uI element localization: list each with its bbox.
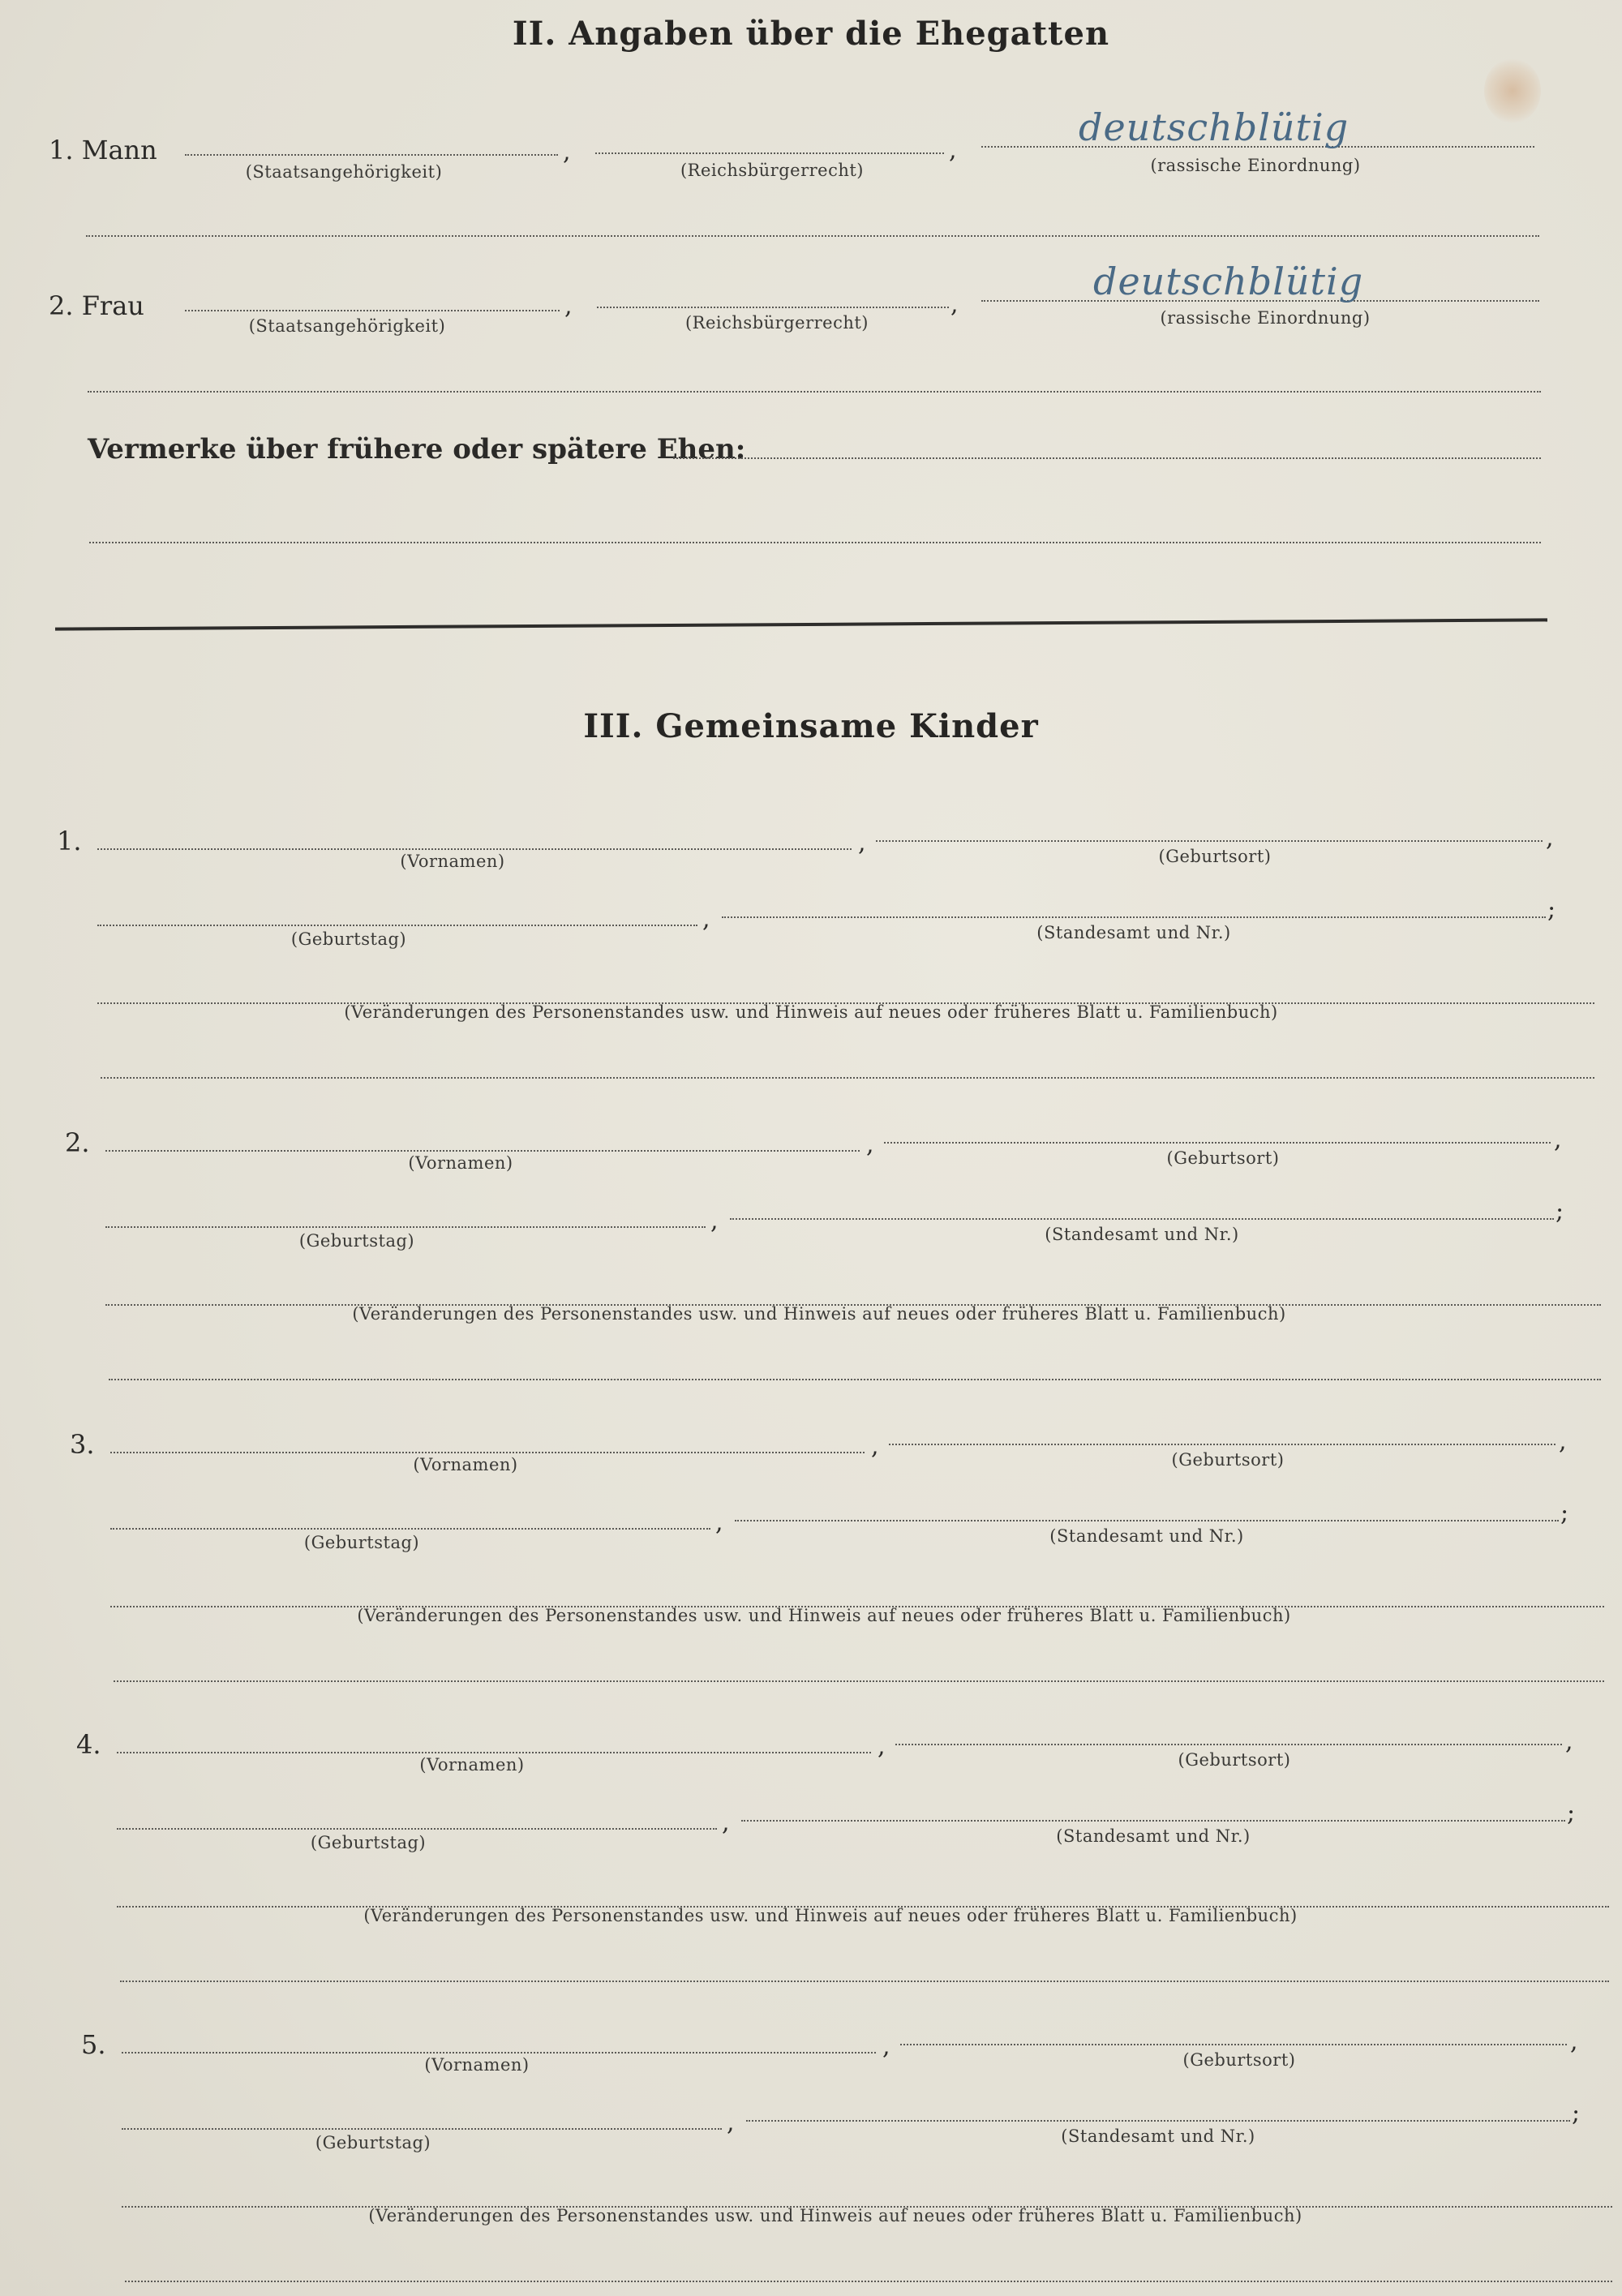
geburtstag-line[interactable] xyxy=(97,925,697,926)
extra-line[interactable] xyxy=(114,1680,1604,1682)
child-number: 1. xyxy=(57,826,82,856)
vornamen-line[interactable] xyxy=(122,2052,876,2054)
frau-reichs-line[interactable] xyxy=(597,307,949,308)
child-number: 4. xyxy=(76,1729,101,1760)
geburtsort-line[interactable] xyxy=(876,840,1543,842)
comma: , xyxy=(949,136,957,165)
veraenderungen-caption: (Veränderungen des Personenstandes usw. und Hinweis auf neues oder früheres Blatt u. Familienbuch) xyxy=(344,1002,1278,1022)
comma: , xyxy=(1546,824,1554,852)
frau-reichs-caption: (Reichsbürgerrecht) xyxy=(684,313,869,333)
mann-rassisch-caption: (rassische Einordnung) xyxy=(1150,156,1361,175)
vornamen-caption: (Vornamen) xyxy=(408,1153,513,1173)
extra-line[interactable] xyxy=(109,1379,1601,1380)
mann-reichs-caption: (Reichsbürgerrecht) xyxy=(680,161,865,180)
semicolon: ; xyxy=(1572,2099,1581,2127)
standesamt-line[interactable] xyxy=(741,1820,1565,1822)
semicolon: ; xyxy=(1567,1799,1576,1827)
comma: , xyxy=(866,1131,874,1159)
comma: , xyxy=(1570,2028,1578,2056)
veraenderungen-caption: (Veränderungen des Personenstandes usw. und Hinweis auf neues oder früheres Blatt u. Familienbuch) xyxy=(352,1304,1286,1324)
geburtsort-caption: (Geburtsort) xyxy=(1171,1450,1285,1470)
geburtsort-line[interactable] xyxy=(889,1444,1555,1445)
vornamen-caption: (Vornamen) xyxy=(400,852,505,871)
comma: , xyxy=(702,905,710,933)
geburtstag-caption: (Geburtstag) xyxy=(310,1833,427,1852)
semicolon: ; xyxy=(1547,895,1556,924)
vermerke-line-1[interactable] xyxy=(673,457,1541,459)
paper-stain xyxy=(1484,58,1541,123)
comma: , xyxy=(563,138,571,166)
comma: , xyxy=(727,2109,735,2137)
geburtstag-caption: (Geburtstag) xyxy=(315,2133,431,2152)
vermerke-label: Vermerke über frühere oder spätere Ehen: xyxy=(88,433,746,466)
comma: , xyxy=(564,292,573,320)
geburtstag-line[interactable] xyxy=(117,1828,717,1830)
extra-line[interactable] xyxy=(120,1981,1609,1982)
frau-rassisch-handwriting: deutschblütig xyxy=(1093,260,1364,303)
semicolon: ; xyxy=(1560,1499,1569,1527)
veraenderungen-caption: (Veränderungen des Personenstandes usw. und Hinweis auf neues oder früheres Blatt u. Familienbuch) xyxy=(368,2206,1302,2225)
mann-label: 1. Mann xyxy=(49,135,157,165)
vornamen-line[interactable] xyxy=(117,1752,871,1753)
comma: , xyxy=(878,1732,886,1761)
vornamen-caption: (Vornamen) xyxy=(413,1455,518,1474)
vornamen-line[interactable] xyxy=(97,848,852,850)
geburtsort-caption: (Geburtsort) xyxy=(1182,2050,1296,2070)
geburtstag-caption: (Geburtstag) xyxy=(303,1533,420,1552)
veraenderungen-caption: (Veränderungen des Personenstandes usw. und Hinweis auf neues oder früheres Blatt u. Familienbuch) xyxy=(363,1906,1298,1925)
vornamen-caption: (Vornamen) xyxy=(419,1755,525,1775)
comma: , xyxy=(950,290,959,319)
geburtstag-line[interactable] xyxy=(110,1528,710,1530)
mann-staats-caption: (Staatsangehörigkeit) xyxy=(245,162,443,182)
comma: , xyxy=(715,1508,723,1537)
veraenderungen-caption: (Veränderungen des Personenstandes usw. und Hinweis auf neues oder früheres Blatt u. Familienbuch) xyxy=(357,1606,1291,1625)
frau-label: 2. Frau xyxy=(49,290,144,321)
child-number: 2. xyxy=(65,1127,90,1158)
vermerke-line-2[interactable] xyxy=(89,542,1541,543)
frau-staats-line[interactable] xyxy=(185,310,560,311)
frau-staats-caption: (Staatsangehörigkeit) xyxy=(248,316,446,336)
geburtstag-caption: (Geburtstag) xyxy=(290,929,407,949)
section-ii-title: II. Angaben über die Ehegatten xyxy=(512,15,1110,53)
vornamen-caption: (Vornamen) xyxy=(424,2055,530,2075)
extra-line[interactable] xyxy=(125,2281,1612,2282)
vornamen-line[interactable] xyxy=(105,1150,860,1152)
child-number: 3. xyxy=(70,1429,95,1460)
mann-rassisch-handwriting: deutschblütig xyxy=(1079,105,1350,149)
geburtsort-line[interactable] xyxy=(900,2044,1567,2045)
comma: , xyxy=(710,1207,719,1235)
comma: , xyxy=(1554,1126,1562,1154)
section-iii-title: III. Gemeinsame Kinder xyxy=(583,707,1039,745)
comma: , xyxy=(1559,1427,1567,1456)
frau-extra-line[interactable] xyxy=(88,391,1541,393)
standesamt-caption: (Standesamt und Nr.) xyxy=(1045,1225,1239,1244)
frau-rassisch-caption: (rassische Einordnung) xyxy=(1160,308,1371,328)
standesamt-caption: (Standesamt und Nr.) xyxy=(1049,1526,1244,1546)
standesamt-caption: (Standesamt und Nr.) xyxy=(1056,1826,1251,1846)
section-divider xyxy=(55,618,1547,630)
standesamt-line[interactable] xyxy=(722,916,1546,918)
geburtstag-line[interactable] xyxy=(122,2128,722,2130)
mann-staats-line[interactable] xyxy=(185,154,558,156)
geburtstag-line[interactable] xyxy=(105,1226,706,1228)
standesamt-line[interactable] xyxy=(730,1218,1554,1220)
semicolon: ; xyxy=(1555,1197,1564,1225)
geburtsort-caption: (Geburtsort) xyxy=(1178,1750,1291,1770)
mann-extra-line[interactable] xyxy=(86,235,1539,237)
geburtsort-line[interactable] xyxy=(884,1142,1551,1144)
mann-reichs-line[interactable] xyxy=(595,152,944,154)
standesamt-line[interactable] xyxy=(746,2120,1570,2122)
comma: , xyxy=(858,829,866,857)
standesamt-caption: (Standesamt und Nr.) xyxy=(1036,923,1231,942)
standesamt-line[interactable] xyxy=(735,1520,1559,1521)
comma: , xyxy=(722,1809,730,1837)
geburtstag-caption: (Geburtstag) xyxy=(298,1231,415,1251)
comma: , xyxy=(882,2032,890,2061)
geburtsort-caption: (Geburtsort) xyxy=(1166,1148,1280,1168)
comma: , xyxy=(1565,1727,1573,1756)
standesamt-caption: (Standesamt und Nr.) xyxy=(1061,2126,1255,2146)
geburtsort-line[interactable] xyxy=(895,1744,1562,1745)
vornamen-line[interactable] xyxy=(110,1452,865,1453)
geburtsort-caption: (Geburtsort) xyxy=(1158,847,1272,866)
child-number: 5. xyxy=(81,2029,106,2060)
comma: , xyxy=(871,1432,879,1461)
extra-line[interactable] xyxy=(101,1077,1594,1079)
